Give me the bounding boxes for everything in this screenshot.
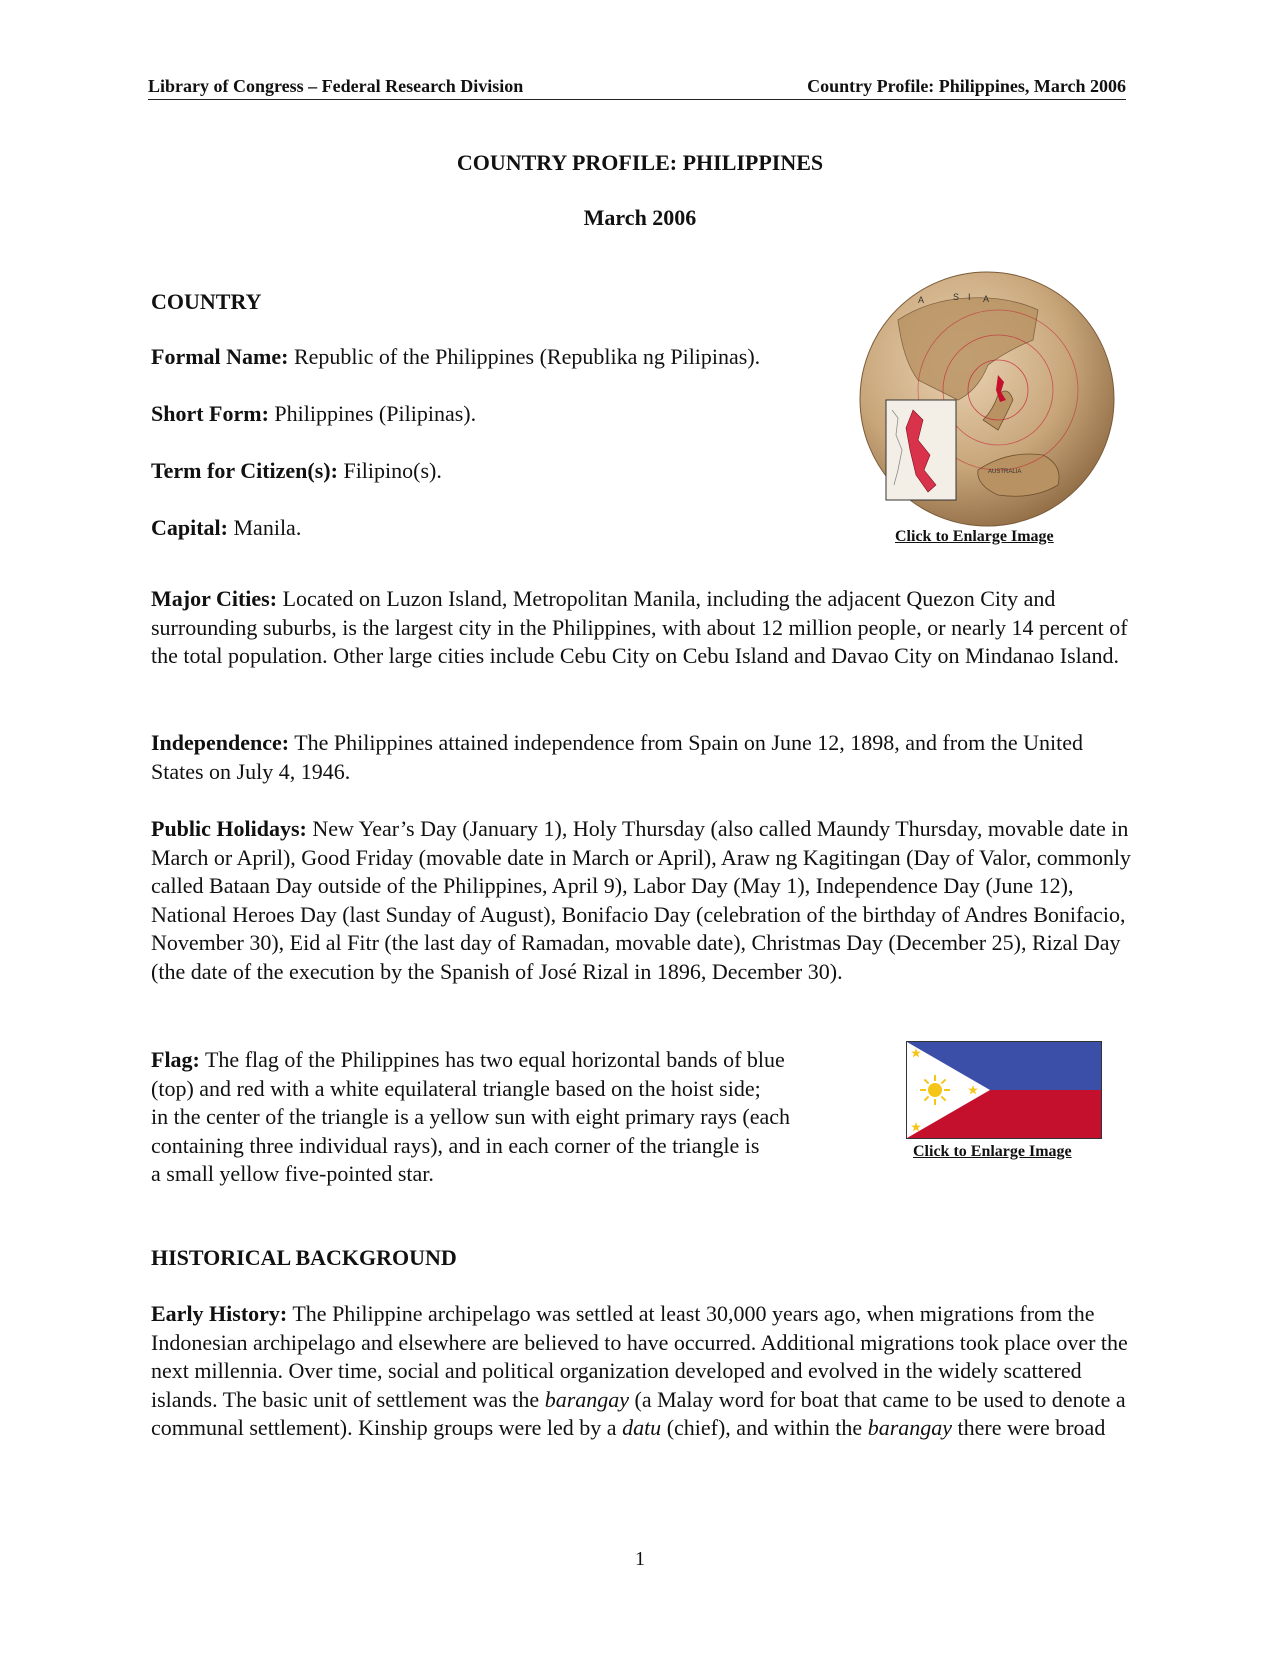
header-left: Library of Congress – Federal Research Division — [148, 76, 524, 96]
citizen-label: Term for Citizen(s): — [151, 458, 338, 483]
formal-name — [151, 343, 851, 372]
independence — [151, 729, 1131, 786]
early-history-text-3: (chief), and within the — [661, 1415, 868, 1441]
flag-line-4: containing three individual rays), and in each corner of the triangle is — [151, 1132, 760, 1158]
philippines-locator-globe[interactable] — [858, 270, 1116, 528]
holidays-label: Public Holidays: — [151, 816, 307, 841]
early-history-term-datu: datu — [622, 1415, 662, 1441]
page-header — [148, 76, 1126, 100]
globe-enlarge-link[interactable]: Click to Enlarge Image — [895, 528, 1054, 545]
early-history-term-barangay-2: barangay — [867, 1415, 953, 1441]
flag-line-1: The flag of the Philippines has two equal horizontal bands of blue — [199, 1047, 785, 1072]
early-history-term-barangay: barangay — [544, 1386, 630, 1412]
document-date: March 2006 — [583, 205, 697, 230]
formal-name-value: Republic of the Philippines (Republika ng Pilipinas). — [288, 344, 761, 369]
independence-label: Independence: — [151, 730, 290, 755]
short-form — [151, 400, 851, 429]
early-history-text-4: there were broad — [952, 1415, 1106, 1441]
independence-value: The Philippines attained independence from Spain on June 12, 1898, and from the United States on July 4, 1946. — [151, 730, 1083, 784]
header-right: Country Profile: Philippines, March 2006 — [807, 76, 1126, 96]
map-label-a2: A — [983, 294, 990, 304]
major-cities — [151, 585, 1131, 671]
citizen-term — [151, 457, 851, 486]
flag-label: Flag: — [151, 1047, 200, 1072]
section-heading-country: COUNTRY — [151, 289, 262, 314]
map-label-australia: AUSTRALIA — [988, 469, 1022, 475]
capital — [151, 514, 851, 543]
early-history-text-1: The Philippine archipelago was settled at least 30,000 years ago, when migrations from the Indonesian archipelago and elsewhere are believed to have occurred. Additional migrations took place over the next millennia. Over time, social and political organization developed and evolved in the widely scattered islands. The basic unit of settlement was the — [151, 1301, 1128, 1412]
major-cities-value: Located on Luzon Island, Metropolitan Manila, including the adjacent Quezon City and surrounding suburbs, is the largest city in the Philippines, with about 12 million people, or nearly 14 percent of the total population. Other large cities include Cebu City on Cebu Island and Davao City on Mindanao Island. — [151, 586, 1128, 669]
short-form-label: Short Form: — [151, 401, 269, 426]
holidays-value: New Year’s Day (January 1), Holy Thursday (also called Maundy Thursday, movable date in March or April), Good Friday (movable date in March or April), Araw ng Kagitingan (Day of Valor, commonly called Bataan Day outside of the Philippines, April 9), Labor Day (May 1), Independence Day (June 12), National Heroes Day (last Sunday of August), Bonifacio Day (celebration of the birthday of Andres Bonifacio, November 30), Eid al Fitr (the last day of Ramadan, movable date), Christmas Day (December 25), Rizal Day (the date of the execution by the Spanish of José Rizal in 1896, December 30). — [151, 816, 1131, 984]
capital-label: Capital: — [151, 515, 228, 540]
document-title: COUNTRY PROFILE: PHILIPPINES — [456, 150, 824, 175]
map-label-a: A — [918, 295, 925, 305]
citizen-value: Filipino(s). — [337, 458, 442, 483]
map-label-s: S — [953, 292, 960, 302]
flag-enlarge-link[interactable]: Click to Enlarge Image — [913, 1143, 1072, 1160]
formal-name-label: Formal Name: — [151, 344, 289, 369]
flag-line-3: in the center of the triangle is a yellow sun with eight primary rays (each — [151, 1104, 791, 1130]
short-form-value: Philippines (Pilipinas). — [268, 401, 477, 426]
early-history-label: Early History: — [151, 1301, 288, 1326]
major-cities-label: Major Cities: — [151, 586, 278, 611]
public-holidays — [151, 815, 1131, 987]
map-label-i: I — [968, 292, 971, 302]
early-history — [151, 1300, 1131, 1443]
early-history-text-2: (a Malay word for boat that came to be used to denote a communal settlement). Kinship groups were led by a — [151, 1386, 1126, 1441]
philippines-flag-image[interactable] — [906, 1041, 1102, 1139]
flag-line-2: (top) and red with a white equilateral triangle based on the hoist side; — [151, 1075, 761, 1101]
flag-description — [151, 1046, 891, 1189]
capital-value: Manila. — [228, 515, 302, 540]
flag-line-5: a small yellow five-pointed star. — [151, 1161, 434, 1187]
section-heading-history: HISTORICAL BACKGROUND — [151, 1245, 457, 1270]
page-number: 1 — [635, 1548, 645, 1570]
